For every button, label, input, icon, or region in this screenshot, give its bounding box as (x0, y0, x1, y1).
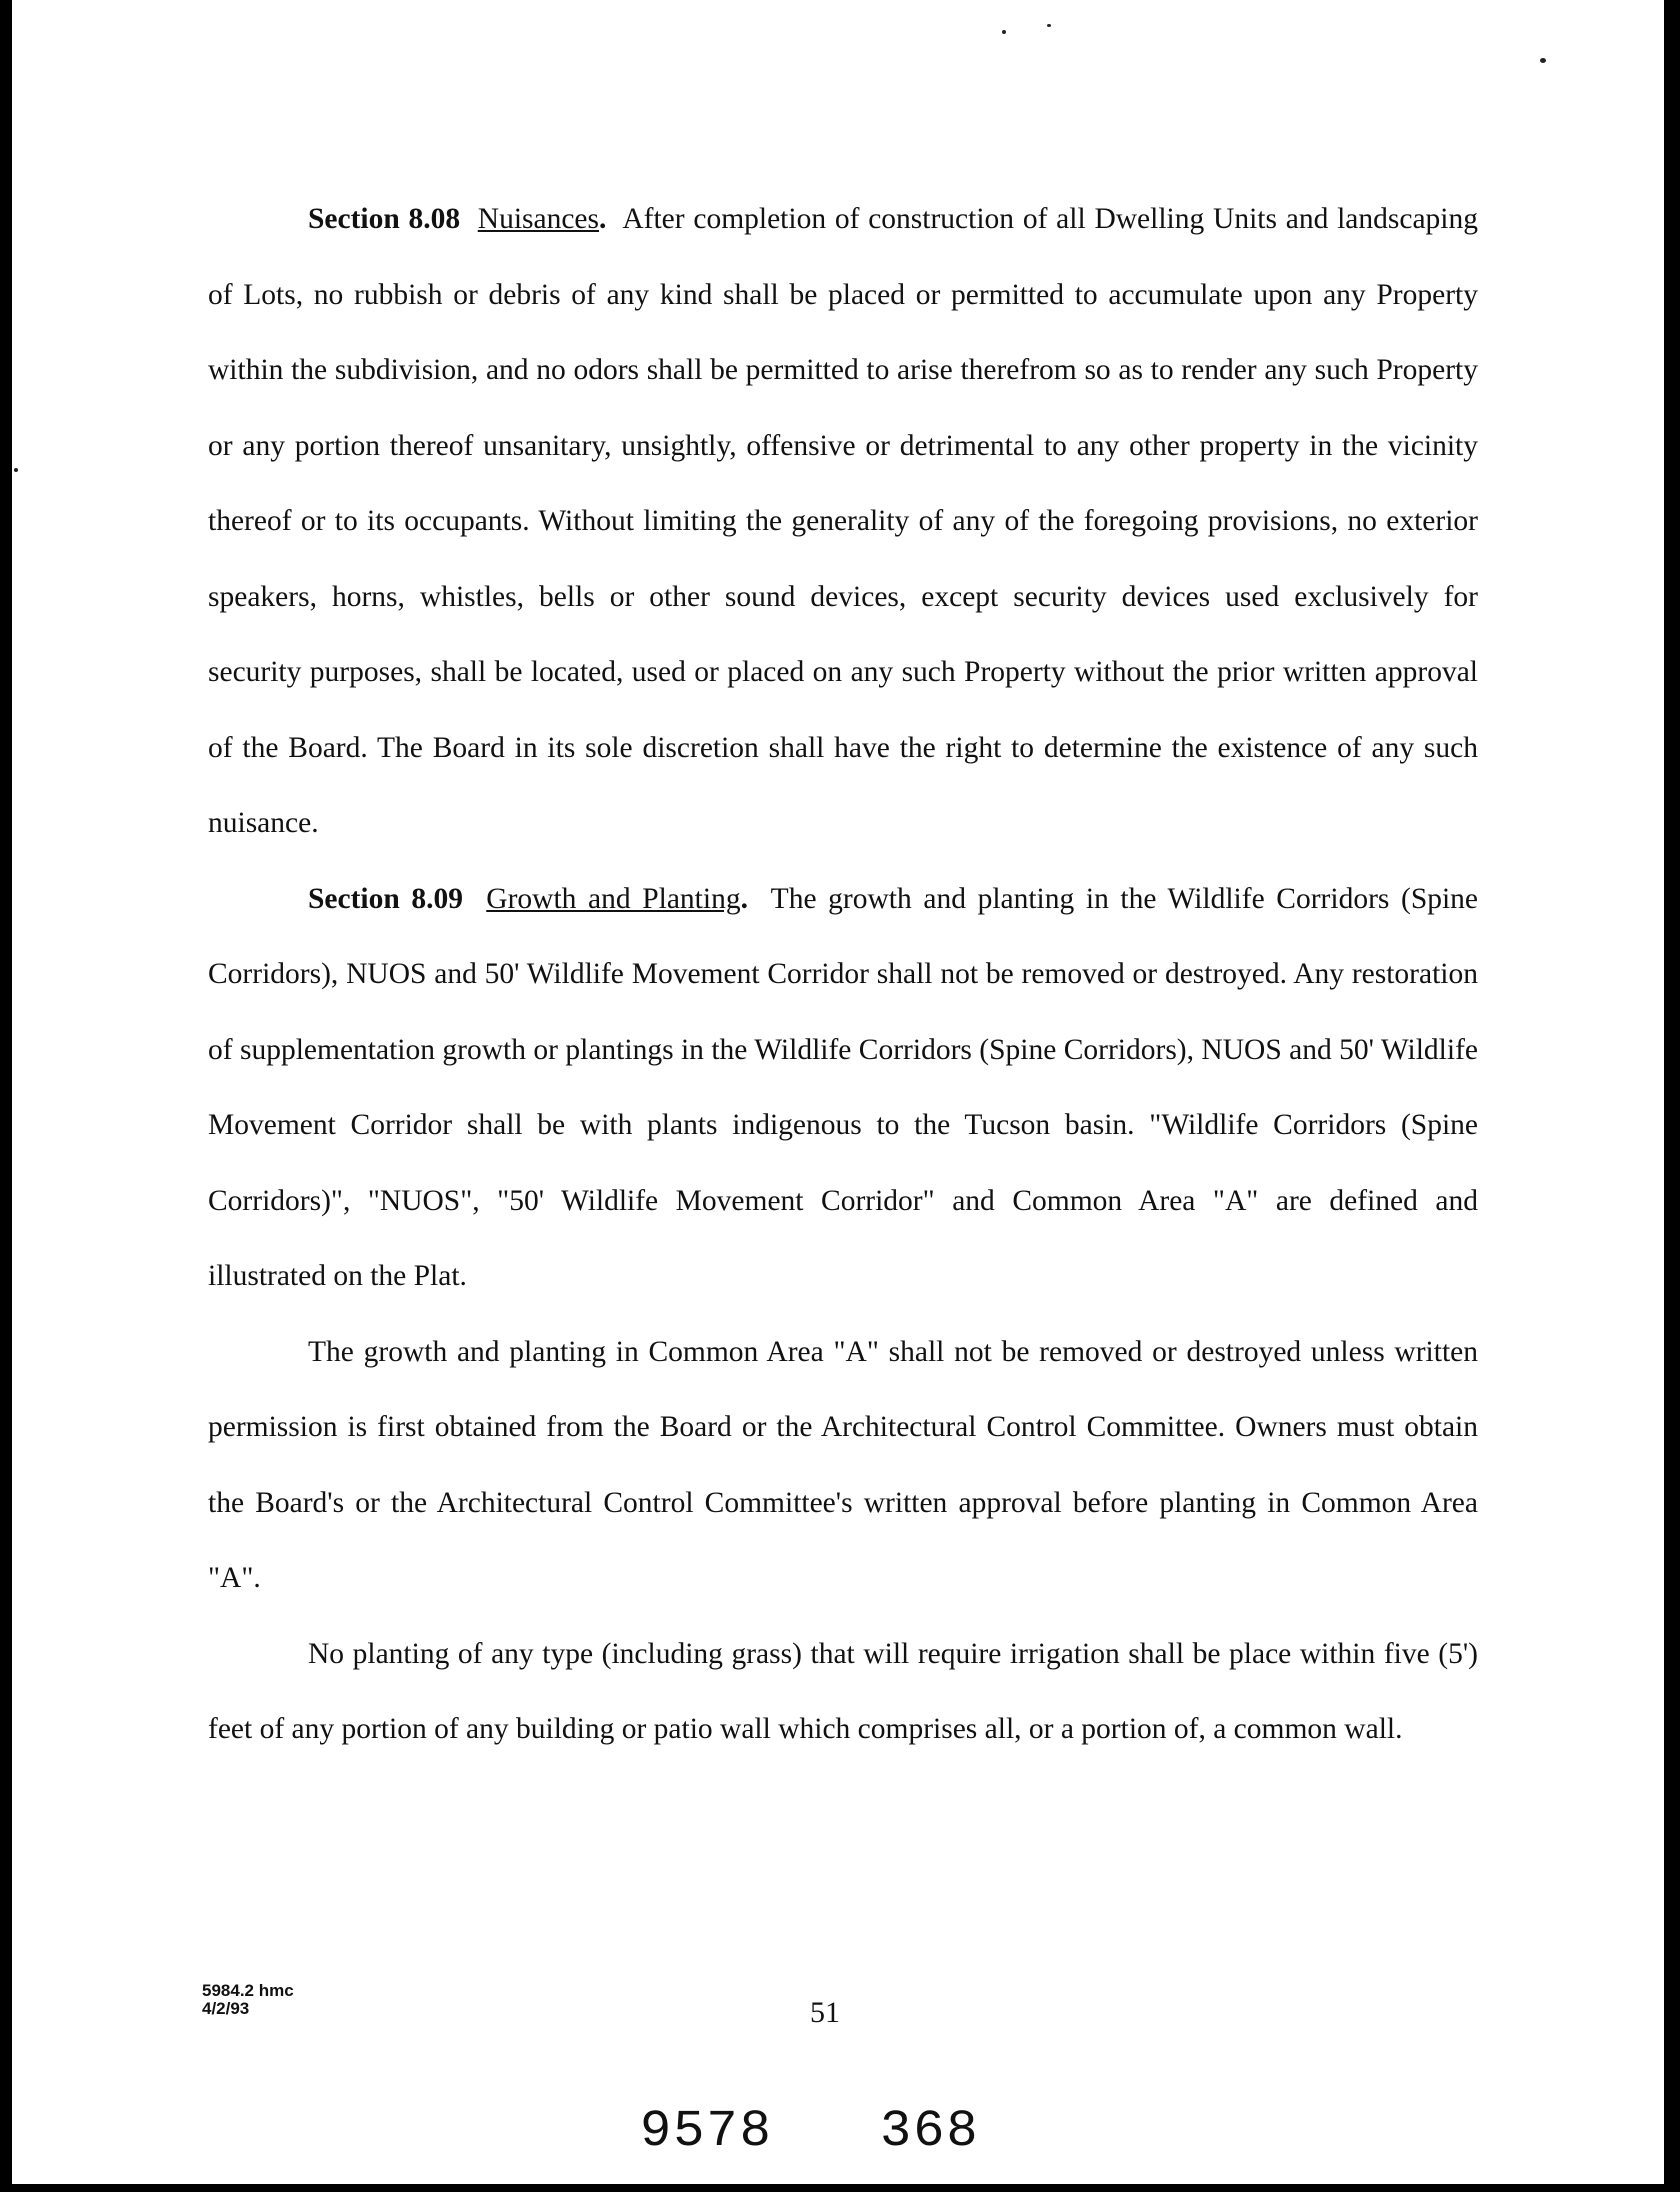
common-area-paragraph: The growth and planting in Common Area "A" shall not be removed or destroyed unless written permission is first obtained from the Board or the Architectural Control Committee. Owners must obtain the Board's or the Architectural Control Committee's written approval before planting in Common Area "A". (208, 1335, 1478, 1594)
scan-speck (1540, 58, 1546, 63)
scan-speck (14, 468, 18, 472)
body-text (208, 182, 1478, 1768)
doc-date: 4/2/93 (202, 1999, 250, 2018)
irrigation-paragraph: No planting of any type (including grass) that will require irrigation shall be place within five (5') feet of any portion of any building or patio wall which comprises all, or a portion of, a common wall. (208, 1637, 1478, 1745)
scan-speck (1047, 24, 1051, 27)
section-8-09-paragraph: Section 8.09 Growth and Planting. The growth and planting in the Wildlife Corridors (Spine Corridors), NUOS and 50' Wildlife Movement Corridor shall not be removed or destroyed. Any restoration of supplementation growth or plantings in the Wildlife Corridors (Spine Corridors), NUOS and 50' Wildlife Movement Corridor shall be with plants indigenous to the Tucson basin. "Wildlife Corridors (Spine Corridors)", "NUOS", "50' Wildlife Movement Corridor" and Common Area "A" are defined and illustrated on the Plat. (208, 882, 1479, 1292)
document-page (12, 0, 1664, 2184)
section-8-08-heading: Section 8.08 (308, 203, 461, 235)
document-code (202, 1982, 294, 2018)
section-8-08-paragraph: Section 8.08 Nuisances. After completion of construction of all Dwelling Units and landscaping of Lots, no rubbish or debris of any kind shall be placed or permitted to accumulate upon any Property within the subdivision, and no odors shall be permitted to arise therefrom so as to render any such Property or any portion thereof unsanitary, unsightly, offensive or detrimental to any other property in the vicinity thereof or to its occupants. Without limiting the generality of any of the foregoing provisions, no exterior speakers, horns, whistles, bells or other sound devices, except security devices used exclusively for security purposes, shall be located, used or placed on any such Property without the prior written approval of the Board. The Board in its sole discretion shall have the right to determine the existence of any such nuisance. (208, 203, 1479, 839)
section-8-09-heading: Section 8.09 (308, 882, 464, 915)
recording-book-number: 9578 (640, 2102, 773, 2161)
page-number: 51 (810, 1996, 840, 2029)
section-8-09-caption: Growth and Planting (486, 882, 741, 915)
recording-page-number: 368 (880, 2102, 980, 2161)
section-8-09-text: The growth and planting in the Wildlife Corridors (Spine Corridors), NUOS and 50' Wildlife Movement Corridor shall not be removed or destroyed. Any restoration of supplementation growth or plantings in the Wildlife Corridors (Spine Corridors), NUOS and 50' Wildlife Movement Corridor shall be with plants indigenous to the Tucson basin. "Wildlife Corridors (Spine Corridors)", "NUOS", "50' Wildlife Movement Corridor" and Common Area "A" are defined and illustrated on the Plat. (208, 882, 1479, 1292)
section-8-08-caption: Nuisances (477, 203, 600, 235)
scan-speck (1002, 30, 1006, 34)
doc-code: 5984.2 hmc (202, 1981, 294, 2000)
section-8-08-text: After completion of construction of all Dwelling Units and landscaping of Lots, no rubbish or debris of any kind shall be placed or permitted to accumulate upon any Property within the subdivision, and no odors shall be permitted to arise therefrom so as to render any such Property or any portion thereof unsanitary, unsightly, offensive or detrimental to any other property in the vicinity thereof or to its occupants. Without limiting the generality of any of the foregoing provisions, no exterior speakers, horns, whistles, bells or other sound devices, except security devices used exclusively for security purposes, shall be located, used or placed on any such Property without the prior written approval of the Board. The Board in its sole discretion shall have the right to determine the existence of any such nuisance. (208, 203, 1479, 839)
